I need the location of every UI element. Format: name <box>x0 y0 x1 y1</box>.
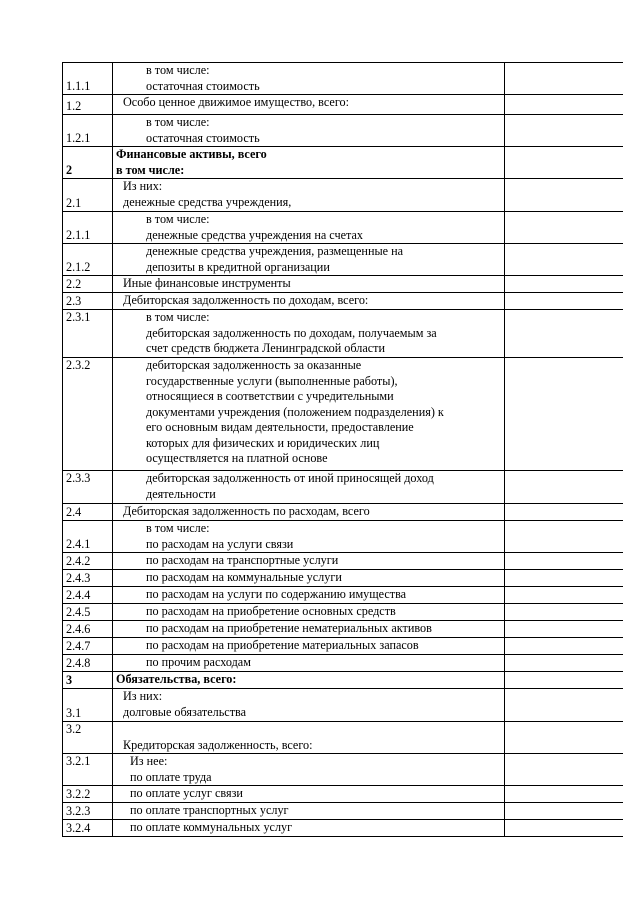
description-line: денежные средства учреждения, размещенные на <box>146 244 404 258</box>
financial-indicators-table <box>62 62 623 837</box>
description-line: по расходам на услуги по содержанию имущества <box>146 587 407 601</box>
row-value-cell[interactable] <box>505 722 624 754</box>
row-number: 1.1.1 <box>63 63 113 95</box>
row-description <box>113 244 505 276</box>
row-description <box>113 179 505 212</box>
table-body <box>63 63 624 837</box>
row-number: 2.2 <box>63 276 113 293</box>
description-line: депозиты в кредитной организации <box>146 259 330 274</box>
description-line: Особо ценное движимое имущество, всего: <box>123 95 349 109</box>
description-line: остаточная стоимость <box>146 78 260 93</box>
description-line: которых для физических и юридических лиц <box>146 435 380 450</box>
row-value-cell[interactable] <box>505 553 624 570</box>
row-description <box>113 786 505 803</box>
table-row <box>63 672 624 689</box>
description-line: по расходам на приобретение материальных запасов <box>146 638 419 652</box>
row-value-cell[interactable] <box>505 293 624 310</box>
description-line: по оплате услуг связи <box>130 786 243 800</box>
description-line: документами учреждения (положением подразделения) к <box>146 404 444 419</box>
table-row <box>63 147 624 179</box>
description-line <box>116 722 502 738</box>
description-line: Обязательства, всего: <box>116 672 237 686</box>
row-description <box>113 553 505 570</box>
row-number: 2.3.2 <box>63 358 113 471</box>
description-line: Кредиторская задолженность, всего: <box>123 737 313 752</box>
row-value-cell[interactable] <box>505 604 624 621</box>
row-value-cell[interactable] <box>505 820 624 837</box>
row-number: 2.4.3 <box>63 570 113 587</box>
description-line: по расходам на коммунальные услуги <box>146 570 342 584</box>
description-line: денежные средства учреждения на счетах <box>146 227 363 242</box>
row-number: 2.4.4 <box>63 587 113 604</box>
row-description <box>113 638 505 655</box>
row-value-cell[interactable] <box>505 786 624 803</box>
row-description <box>113 504 505 521</box>
row-value-cell[interactable] <box>505 570 624 587</box>
description-line: деятельности <box>146 486 216 501</box>
description-line: Из них: <box>123 689 163 703</box>
description-line: по оплате труда <box>130 769 212 784</box>
row-value-cell[interactable] <box>505 655 624 672</box>
row-description <box>113 754 505 786</box>
row-description <box>113 672 505 689</box>
row-description <box>113 310 505 358</box>
row-number: 2.1.2 <box>63 244 113 276</box>
row-description <box>113 587 505 604</box>
description-line: относящиеся в соответствии с учредительными <box>146 389 394 403</box>
table-row <box>63 722 624 754</box>
row-description <box>113 358 505 471</box>
row-number: 3.2 <box>63 722 113 754</box>
description-line: по расходам на приобретение основных средств <box>146 604 396 618</box>
row-value-cell[interactable] <box>505 115 624 147</box>
description-line: долговые обязательства <box>123 704 247 719</box>
row-value-cell[interactable] <box>505 638 624 655</box>
table-row <box>63 604 624 621</box>
row-number: 2.4.2 <box>63 553 113 570</box>
row-value-cell[interactable] <box>505 621 624 638</box>
row-value-cell[interactable] <box>505 63 624 95</box>
table-row <box>63 655 624 672</box>
row-number: 3.1 <box>63 689 113 722</box>
row-number: 1.2 <box>63 95 113 115</box>
table-row <box>63 621 624 638</box>
description-line: в том числе: <box>146 310 210 324</box>
table-row <box>63 358 624 471</box>
description-line: Дебиторская задолженность по расходам, всего <box>123 504 370 518</box>
row-value-cell[interactable] <box>505 179 624 212</box>
table-row <box>63 570 624 587</box>
row-value-cell[interactable] <box>505 504 624 521</box>
description-line: по расходам на услуги связи <box>146 536 294 551</box>
description-line: государственные услуги (выполненные работы), <box>146 373 398 388</box>
description-line: по расходам на приобретение нематериальных активов <box>146 621 432 635</box>
row-description <box>113 621 505 638</box>
row-number: 2.4.8 <box>63 655 113 672</box>
row-description <box>113 293 505 310</box>
row-description <box>113 820 505 837</box>
row-value-cell[interactable] <box>505 244 624 276</box>
row-description <box>113 63 505 95</box>
table-row <box>63 521 624 553</box>
row-number: 2.4.7 <box>63 638 113 655</box>
row-value-cell[interactable] <box>505 521 624 553</box>
table-row <box>63 553 624 570</box>
description-line: по оплате коммунальных услуг <box>130 820 293 834</box>
row-description <box>113 95 505 115</box>
table-row <box>63 587 624 604</box>
row-number: 2.1.1 <box>63 212 113 244</box>
description-line: в том числе: <box>146 212 210 226</box>
row-number: 2.3 <box>63 293 113 310</box>
row-number: 3.2.4 <box>63 820 113 837</box>
row-description <box>113 115 505 147</box>
description-line: денежные средства учреждения, <box>123 194 292 209</box>
row-description <box>113 521 505 553</box>
row-description <box>113 212 505 244</box>
table-row <box>63 212 624 244</box>
row-number: 3.2.1 <box>63 754 113 786</box>
table-row <box>63 689 624 722</box>
description-line: Из нее: <box>130 754 168 768</box>
row-value-cell[interactable] <box>505 471 624 504</box>
row-description <box>113 276 505 293</box>
description-line: дебиторская задолженность за оказанные <box>146 358 362 372</box>
row-value-cell[interactable] <box>505 803 624 820</box>
description-line: дебиторская задолженность от иной приносящей доход <box>146 471 434 485</box>
description-line: по оплате транспортных услуг <box>130 803 289 817</box>
row-value-cell[interactable] <box>505 672 624 689</box>
row-description <box>113 722 505 754</box>
row-description <box>113 471 505 504</box>
table-row <box>63 179 624 212</box>
table-row <box>63 638 624 655</box>
description-line: по расходам на транспортные услуги <box>146 553 339 567</box>
row-value-cell[interactable] <box>505 310 624 358</box>
row-value-cell[interactable] <box>505 587 624 604</box>
table-row <box>63 276 624 293</box>
row-number: 2.1 <box>63 179 113 212</box>
table-row <box>63 95 624 115</box>
row-number: 2.4.6 <box>63 621 113 638</box>
description-line: по прочим расходам <box>146 655 251 669</box>
description-line: осуществляется на платной основе <box>146 451 328 465</box>
description-line: его основным видам деятельности, предоставление <box>146 420 414 434</box>
row-value-cell[interactable] <box>505 95 624 115</box>
row-number: 1.2.1 <box>63 115 113 147</box>
description-line: Финансовые активы, всего <box>116 147 267 161</box>
description-line: Дебиторская задолженность по доходам, всего: <box>123 293 369 307</box>
row-value-cell[interactable] <box>505 276 624 293</box>
row-description <box>113 803 505 820</box>
table-row <box>63 63 624 95</box>
table-row <box>63 310 624 358</box>
row-number: 3.2.2 <box>63 786 113 803</box>
table-row <box>63 115 624 147</box>
row-number: 2 <box>63 147 113 179</box>
row-number: 2.4.5 <box>63 604 113 621</box>
row-number: 3 <box>63 672 113 689</box>
row-value-cell[interactable] <box>505 689 624 722</box>
table-row <box>63 244 624 276</box>
description-line: в том числе: <box>146 63 210 77</box>
description-line: счет средств бюджета Ленинградской области <box>146 341 386 355</box>
row-description <box>113 655 505 672</box>
description-line: в том числе: <box>116 162 185 177</box>
row-number: 3.2.3 <box>63 803 113 820</box>
description-line: остаточная стоимость <box>146 130 260 145</box>
row-description <box>113 147 505 179</box>
description-line: в том числе: <box>146 521 210 535</box>
row-number: 2.3.3 <box>63 471 113 504</box>
description-line: в том числе: <box>146 115 210 129</box>
row-description <box>113 689 505 722</box>
row-number: 2.4 <box>63 504 113 521</box>
table-row <box>63 786 624 803</box>
row-value-cell[interactable] <box>505 212 624 244</box>
row-description <box>113 604 505 621</box>
table-row <box>63 820 624 837</box>
row-value-cell[interactable] <box>505 754 624 786</box>
row-description <box>113 570 505 587</box>
description-line: Из них: <box>123 179 163 193</box>
table-row <box>63 293 624 310</box>
description-line: дебиторская задолженность по доходам, получаемым за <box>146 325 437 340</box>
row-number: 2.3.1 <box>63 310 113 358</box>
table-row <box>63 803 624 820</box>
description-line: Иные финансовые инструменты <box>123 276 291 290</box>
table-row <box>63 504 624 521</box>
row-number: 2.4.1 <box>63 521 113 553</box>
row-value-cell[interactable] <box>505 147 624 179</box>
table-row <box>63 471 624 504</box>
row-value-cell[interactable] <box>505 358 624 471</box>
table-row <box>63 754 624 786</box>
